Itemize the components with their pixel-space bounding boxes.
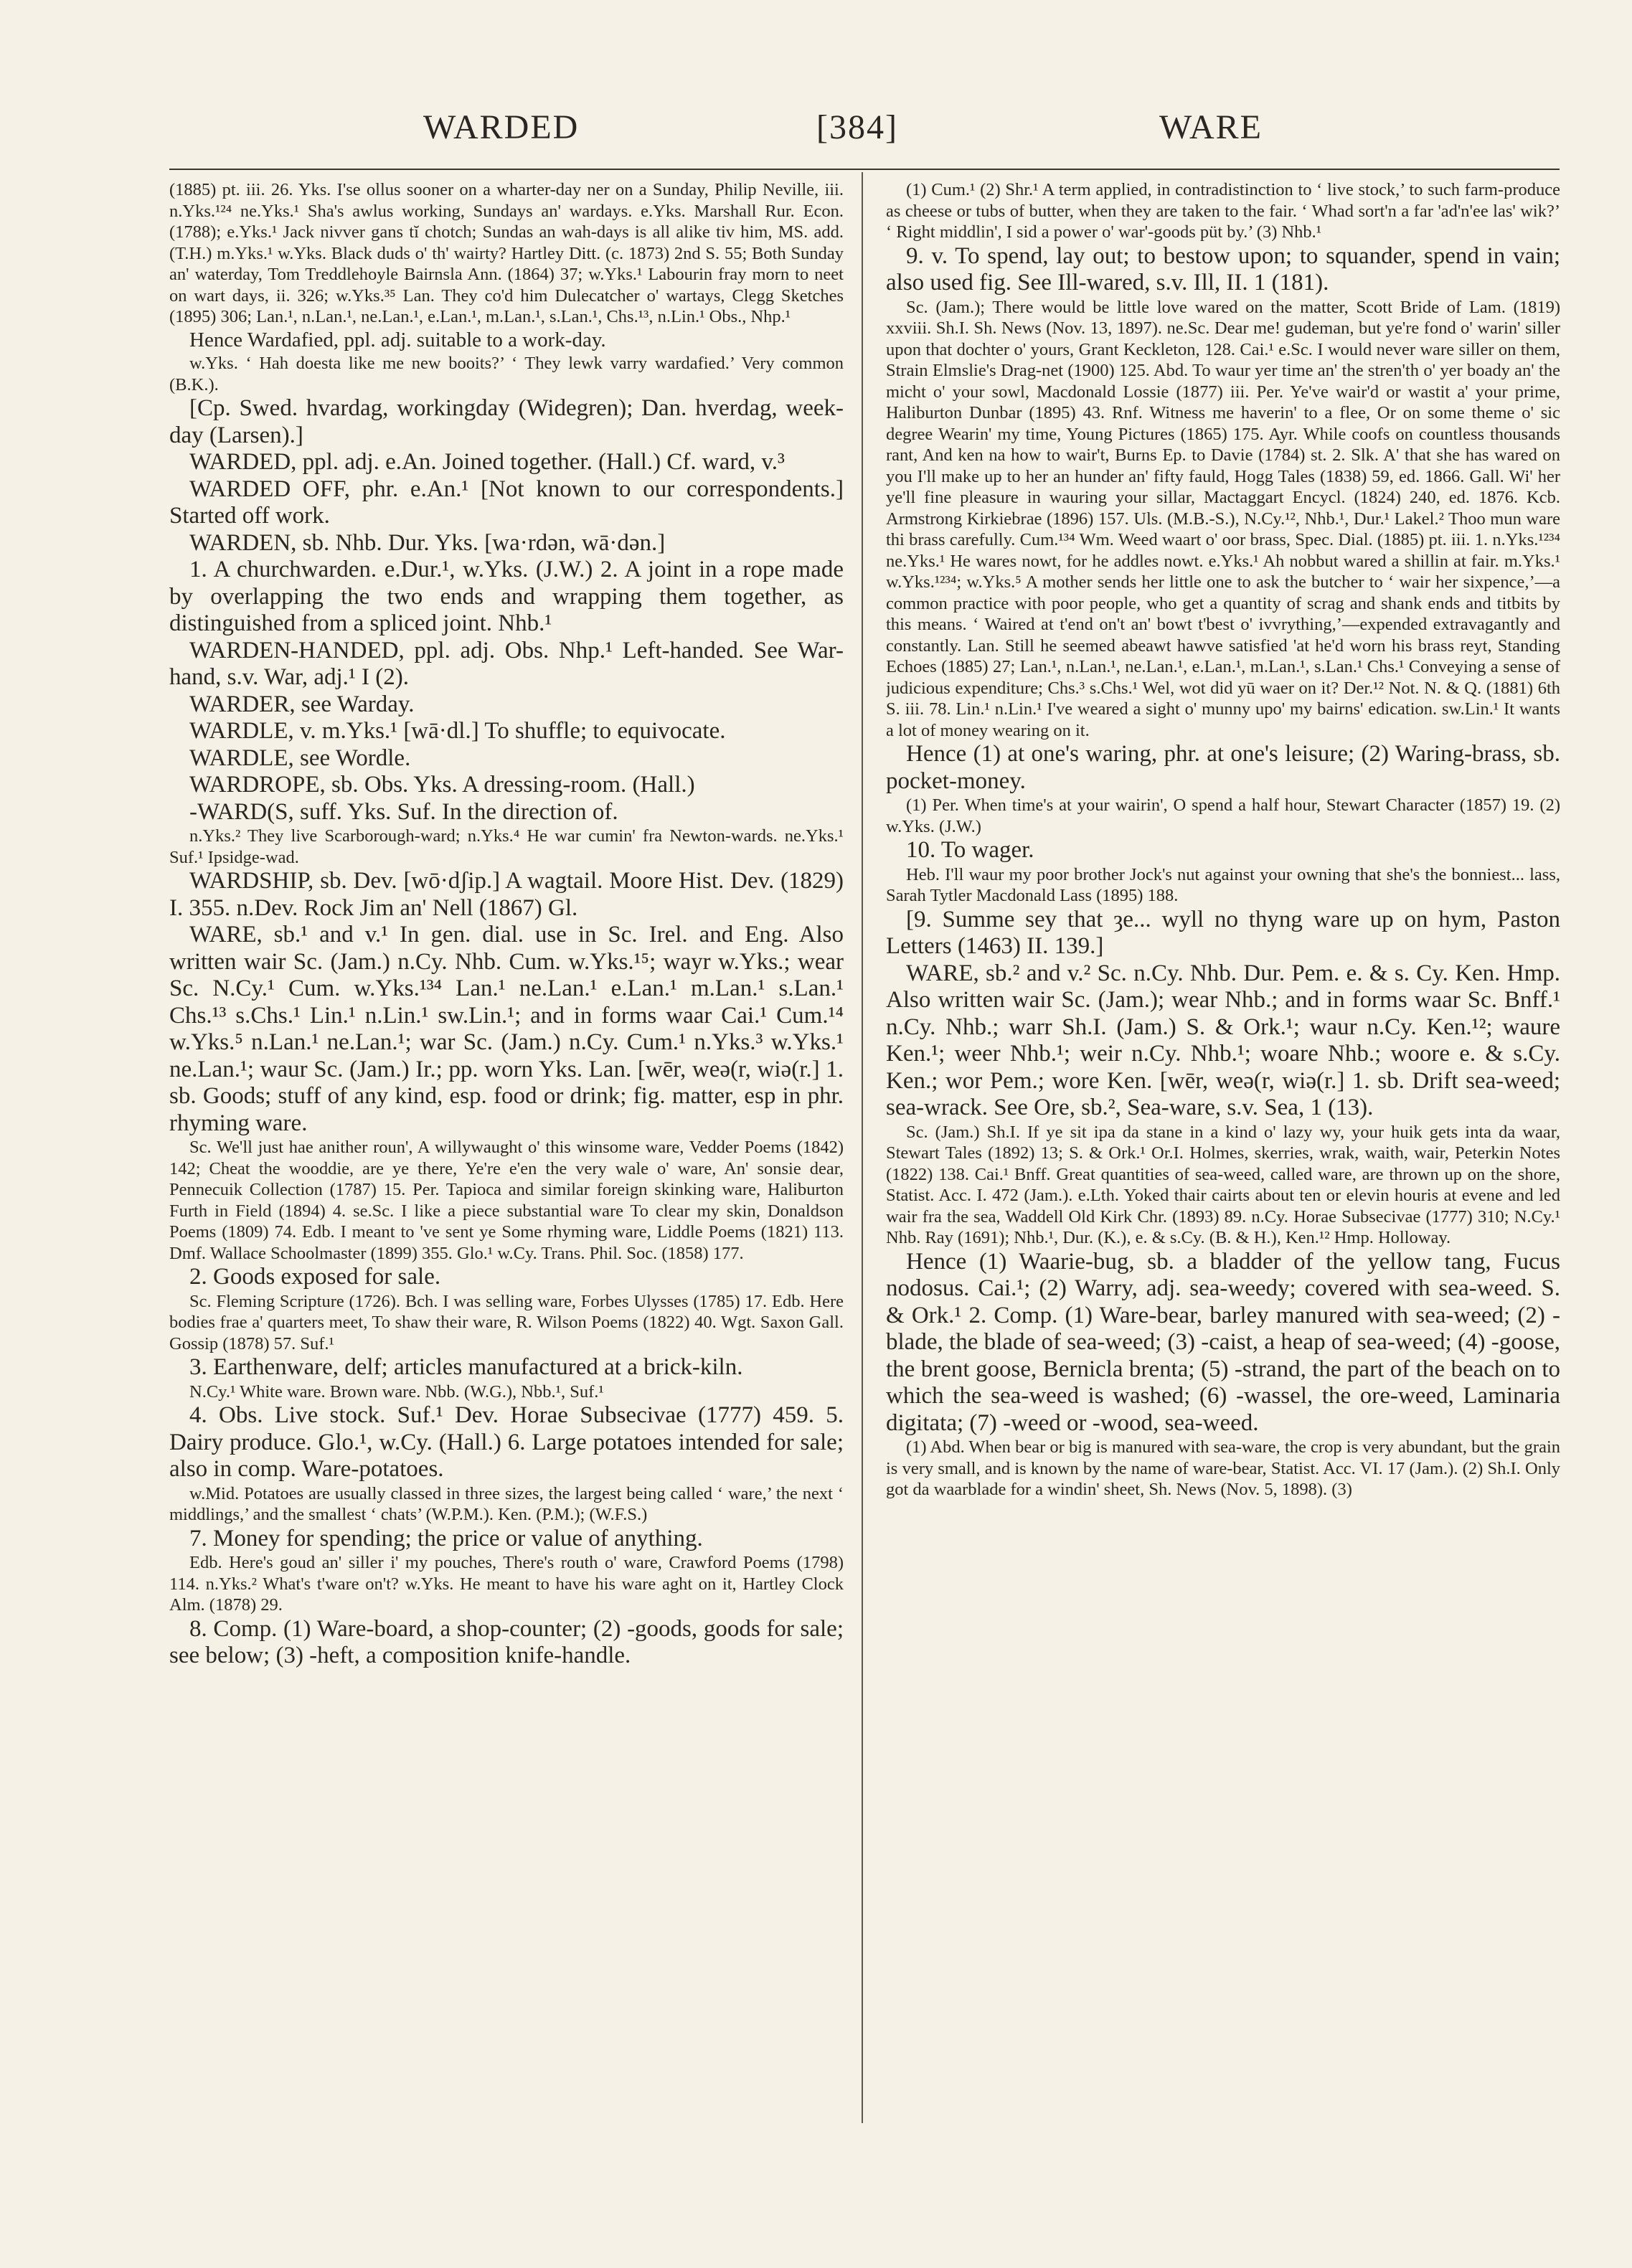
citation-block: w.Mid. Potatoes are usually classed in three sizes, the largest being called ‘ ware,’ the next ‘ middlings,’ and the smallest ‘ chats’ (W.P.M.). Ken. (P.M.); (W.F.S.) bbox=[169, 1483, 844, 1524]
header-first-word: WARDED bbox=[423, 108, 580, 146]
dictionary-entry: WARDEN-HANDED, ppl. adj. Obs. Nhp.¹ Left-handed. See War-hand, s.v. War, adj.¹ I (2). bbox=[169, 637, 844, 690]
dictionary-entry: -WARD(S, suff. Yks. Suf. In the direction of. bbox=[189, 798, 618, 825]
page-number: [384] bbox=[816, 108, 898, 146]
citation-block: (1) Abd. When bear or big is manured with sea-ware, the crop is very abundant, but the grain is very small, and is known by the name of ware-bear, Statist. Acc. VI. 17 (Jam.). (2) Sh.I. Only got da waarblade for a windin' sheet, Sh. News (Nov. 5, 1898). (3) bbox=[886, 1437, 1560, 1499]
citation-block: Sc. Fleming Scripture (1726). Bch. I was selling ware, Forbes Ulysses (1785) 17. Edb. Here bodies frae a' quarters meet, To shaw their ware, R. Wilson Poems (1822) 40. Wgt. Saxon Gall. Gossip (1878) 57. Suf.¹ bbox=[169, 1291, 844, 1353]
citation-block: (1) Cum.¹ (2) Shr.¹ A term applied, in contradistinction to ‘ live stock,’ to such farm-produce as cheese or tubs of butter, when they are taken to the fair. ‘ Whad sort'n a far 'ad'n'ee las' wik?’ ‘ Right middlin', I sid a power o' war'-goods püt by.’ (3) Nhb.¹ bbox=[886, 180, 1560, 242]
dictionary-entry: Hence (1) Waarie-bug, sb. a bladder of the yellow tang, Fucus nodosus. Cai.¹; (2) Warry, adj. sea-weedy; covered with sea-weed. S. & Ork.¹ 2. Comp. (1) Ware-bear, barley manured with sea-weed; (2) -blade, the blade of sea-weed; (3) -caist, a heap of sea-weed; (4) -goose, the brent goose, Bernicla brenta; (5) -strand, the part of the beach on to which the sea-weed is washed; (6) -wassel, the ore-weed, Laminaria digitata; (7) -weed or -wood, sea-weed. bbox=[886, 1248, 1560, 1436]
dictionary-entry: WARDED, ppl. adj. e.An. Joined together. (Hall.) Cf. ward, v.³ bbox=[189, 449, 785, 475]
left-column bbox=[169, 179, 844, 2116]
dictionary-entry: [9. Summe sey that ȝe... wyll no thyng ware up on hym, Paston Letters (1463) II. 139.] bbox=[886, 906, 1560, 959]
dictionary-entry: 8. Comp. (1) Ware-board, a shop-counter; (2) -goods, goods for sale; see below; (3) -heft, a composition knife-handle. bbox=[169, 1615, 844, 1668]
dictionary-entry: 3. Earthenware, delf; articles manufactured at a brick-kiln. bbox=[189, 1354, 743, 1380]
dictionary-entry: WARDED OFF, phr. e.An.¹ [Not known to our correspondents.] Started off work. bbox=[169, 476, 844, 529]
dictionary-entry: 9. v. To spend, lay out; to bestow upon; to squander, spend in vain; also used fig. See Ill-wared, s.v. Ill, II. 1 (181). bbox=[886, 242, 1560, 296]
dictionary-entry: Hence Wardafied, ppl. adj. suitable to a work-day. bbox=[189, 328, 606, 351]
citation-block: Sc. (Jam.) Sh.I. If ye sit ipa da stane in a kind o' lazy wy, your huik gets inta da waar, Stewart Tales (1892) 13; S. & Ork.¹ Or.I. Holmes, skerries, wrak, waith, wair, Peterkin Notes (1822) 138. Cai.¹ Bnff. Great quantities of sea-weed, called ware, are thrown up on the shore, Statist. Acc. I. 472 (Jam.). e.Lth. Yoked thair cairts about ten or elevin houris at evene and led wair fra the sea, Waddell Old Kirk Chr. (1893) 89. n.Cy. Horae Subsecivae (1777) 310; N.Cy.¹ Nhb. Ray (1691); Nhb.¹, Dur. (K.), e. & s.Cy. (B. & H.), Ken.¹² Hmp. Holloway. bbox=[886, 1122, 1560, 1247]
citation-block: (1) Per. When time's at your wairin', O spend a half hour, Stewart Character (1857) 19. (2) w.Yks. (J.W.) bbox=[886, 795, 1560, 836]
dictionary-entry: 2. Goods exposed for sale. bbox=[189, 1264, 441, 1290]
right-column bbox=[886, 179, 1560, 2116]
dictionary-entry: WARDLE, see Wordle. bbox=[189, 745, 411, 771]
dictionary-entry: WARDER, see Warday. bbox=[189, 691, 415, 717]
dictionary-entry: 10. To wager. bbox=[906, 837, 1034, 863]
dictionary-entry: WARDSHIP, sb. Dev. [wō·dʃip.] A wagtail. Moore Hist. Dev. (1829) I. 355. n.Dev. Rock Jim an' Nell (1867) Gl. bbox=[169, 868, 844, 921]
dictionary-entry: Hence (1) at one's waring, phr. at one's leisure; (2) Waring-brass, sb. pocket-money. bbox=[886, 741, 1560, 794]
dictionary-entry: WARE, sb.² and v.² Sc. n.Cy. Nhb. Dur. Pem. e. & s. Cy. Ken. Hmp. Also written wair Sc. (Jam.); wear Nhb.; and in forms waar Sc. Bnff.¹ n.Cy. Nhb.; warr Sh.I. (Jam.) S. & Ork.¹; waur n.Cy. Ken.¹²; waure Ken.¹; weer Nhb.¹; weir n.Cy. Nhb.¹; woare Nhb.; woore e. & s.Cy. Ken.; wor Pem.; wore Ken. [wēr, weə(r, wiə(r.] 1. sb. Drift sea-weed; sea-wrack. See Ore, sb.², Sea-ware, s.v. Sea, 1 (13). bbox=[886, 960, 1560, 1120]
dictionary-entry: 7. Money for spending; the price or value of anything. bbox=[189, 1525, 703, 1551]
citation-block: n.Yks.² They live Scarborough-ward; n.Yks.⁴ He war cumin' fra Newton-wards. ne.Yks.¹ Suf.¹ Ipsidge-wad. bbox=[169, 826, 844, 867]
header-last-word: WARE bbox=[1159, 108, 1263, 146]
citation-block: (1885) pt. iii. 26. Yks. I'se ollus sooner on a wharter-day ner on a Sunday, Philip Neville, iii. n.Yks.¹²⁴ ne.Yks.¹ Sha's awlus working, Sundays an' wardays. e.Yks. Marshall Rur. Econ. (1788); e.Yks.¹ Jack nivver gans tĭ chotch; Sundas an wah-days is all alike tiv him, MS. add. (T.H.) m.Yks.¹ w.Yks. Black duds o' th' wairty? Hartley Ditt. (c. 1873) 2nd S. 55; Both Sunday an' waterday, Tom Treddlehoyle Bairnsla Ann. (1864) 37; w.Yks.¹ Labourin fray morn to neet on wart days, ii. 326; w.Yks.³⁵ Lan. They co'd him Dulecatcher o' wartays, Clegg Sketches (1895) 306; Lan.¹, n.Lan.¹, ne.Lan.¹, e.Lan.¹, m.Lan.¹, s.Lan.¹, Chs.¹³, n.Lin.¹ Obs., Nhp.¹ bbox=[169, 180, 844, 326]
dictionary-entry: WARE, sb.¹ and v.¹ In gen. dial. use in Sc. Irel. and Eng. Also written wair Sc. (Jam.) n.Cy. Nhb. Cum. w.Yks.¹⁵; wayr w.Yks.; wear Sc. N.Cy.¹ Cum. w.Yks.¹³⁴ Lan.¹ ne.Lan.¹ e.Lan.¹ m.Lan.¹ s.Lan.¹ Chs.¹³ s.Chs.¹ Lin.¹ n.Lin.¹ sw.Lin.¹; and in forms waar Cai.¹ Cum.¹⁴ w.Yks.⁵ n.Lan.¹ ne.Lan.¹; war Sc. (Jam.) n.Cy. Cum.¹ n.Yks.³ w.Yks.¹ ne.Lan.¹; waur Sc. (Jam.) Ir.; pp. worn Yks. Lan. [wēr, weə(r, wiə(r.] 1. sb. Goods; stuff of any kind, esp. food or drink; fig. matter, esp in phr. rhyming ware. bbox=[169, 922, 844, 1136]
running-header bbox=[0, 108, 1632, 165]
citation-block: Edb. Here's goud an' siller i' my pouches, There's routh o' ware, Crawford Poems (1798) 114. n.Yks.² What's t'ware on't? w.Yks. He meant to have his ware aght on it, Hartley Clock Alm. (1878) 29. bbox=[169, 1553, 844, 1615]
dictionary-entry: WARDLE, v. m.Yks.¹ [wā·dl.] To shuffle; to equivocate. bbox=[189, 718, 726, 744]
citation-block: N.Cy.¹ White ware. Brown ware. Nbb. (W.G.), Nbb.¹, Suf.¹ bbox=[189, 1381, 604, 1402]
dictionary-entry: WARDEN, sb. Nhb. Dur. Yks. [wa·rdən, wā·dən.] bbox=[189, 529, 666, 556]
citation-block: w.Yks. ‘ Hah doesta like me new booits?’ ‘ They lewk varry wardafied.’ Very common (B.K.). bbox=[169, 354, 844, 394]
dictionary-entry: WARDROPE, sb. Obs. Yks. A dressing-room. (Hall.) bbox=[189, 772, 695, 798]
dictionary-entry: [Cp. Swed. hvardag, workingday (Widegren); Dan. hverdag, week-day (Larsen).] bbox=[169, 395, 844, 448]
dictionary-entry: 4. Obs. Live stock. Suf.¹ Dev. Horae Subsecivae (1777) 459. 5. Dairy produce. Glo.¹, w.Cy. (Hall.) 6. Large potatoes intended for sale; also in comp. Ware-potatoes. bbox=[169, 1402, 844, 1482]
dictionary-entry: 1. A churchwarden. e.Dur.¹, w.Yks. (J.W.) 2. A joint in a rope made by overlapping the two ends and wrapping them together, as distinguished from a spliced joint. Nhb.¹ bbox=[169, 557, 844, 636]
header-rule bbox=[169, 169, 1560, 170]
citation-block: Heb. I'll waur my poor brother Jock's nut against your owning that she's the bonniest... lass, Sarah Tytler Macdonald Lass (1895) 188. bbox=[886, 864, 1560, 905]
citation-block: Sc. We'll just hae anither roun', A willywaught o' this winsome ware, Vedder Poems (1842) 142; Cheat the wooddie, are ye there, Ye're e'en the very wale o' ware, An' sonsie dear, Pennecuik Collection (1787) 15. Per. Tapioca and similar foreign skinking ware, Haliburton Furth in Field (1894) 4. se.Sc. I like a piece substantial ware To clear my skin, Donaldson Poems (1809) 74. Edb. I meant to 've sent ye Some rhyming ware, Liddle Poems (1821) 113. Dmf. Wallace Schoolmaster (1899) 355. Glo.¹ w.Cy. Trans. Phil. Soc. (1858) 177. bbox=[169, 1138, 844, 1263]
column-divider bbox=[862, 172, 863, 2123]
citation-block: Sc. (Jam.); There would be little love wared on the matter, Scott Bride of Lam. (1819) xxviii. Sh.I. Sh. News (Nov. 13, 1897). ne.Sc. Dear me! gudeman, but ye're fond o' warin' siller upon that dochter o' yours, Grant Keckleton, 128. Cai.¹ e.Sc. I would never ware siller on them, Strain Elmslie's Drag-net (1900) 125. Abd. To waur yer time an' the stren'th o' yer boady an' the micht o' your sowl, Macdonald Lossie (1877) iii. Per. Ye've wair'd or wastit a' your prime, Haliburton Dunbar (1895) 43. Rnf. Witness me haverin' to a flee, Or on some theme o' sic degree Wearin' my time, Young Pictures (1865) 175. Ayr. While coofs on countless thousands rant, And ken na how to wair't, Burns Ep. to Davie (1784) st. 2. Slk. A' that she has wared on you I'll make up to her an hunder an' fifty fauld, Hogg Tales (1838) 59, ed. 1866. Gall. Wi' her ye'll fine pleasure in wauring your sillar, Mactaggart Encycl. (1824) 240, ed. 1876. Kcb. Armstrong Kirkiebrae (1896) 157. Uls. (M.B.-S.), N.Cy.¹², Nhb.¹, Dur.¹ Lakel.² Thoo mun ware thi brass carefully. Cum.¹³⁴ Wm. Weed waart o' oor brass, Spec. Dial. (1885) pt. iii. 1. n.Yks.¹²³⁴ ne.Yks.¹ He wares nowt, for he addles nowt. e.Yks.¹ Ah nobbut wared a shillin at fair. m.Yks.¹ w.Yks.¹²³⁴; w.Yks.⁵ A mother sends her little one to ask the butcher to ‘ wair her sixpence,’—a common practice with poor people, who get a quantity of scrag and shank ends and titbits by this means. ‘ Waired at t'end on't an' bowt t'best o' ivvrything,’—expended extravagantly and constantly. Lan. Still he seemed abeawt hawve satisfied 'at he'd worn his brass reyt, Standing Echoes (1885) 27; Lan.¹, n.Lan.¹, ne.Lan.¹, e.Lan.¹, m.Lan.¹, s.Lan.¹ Chs.¹ Conveying a sense of judicious expenditure; Chs.³ s.Chs.¹ Wel, wot did yū waer on it? Der.¹² Not. N. & Q. (1881) 6th S. iii. 78. Lin.¹ n.Lin.¹ I've weared a sight o' munny upo' my bairns' edication. sw.Lin.¹ It wants a lot of money wearing on it. bbox=[886, 297, 1560, 740]
